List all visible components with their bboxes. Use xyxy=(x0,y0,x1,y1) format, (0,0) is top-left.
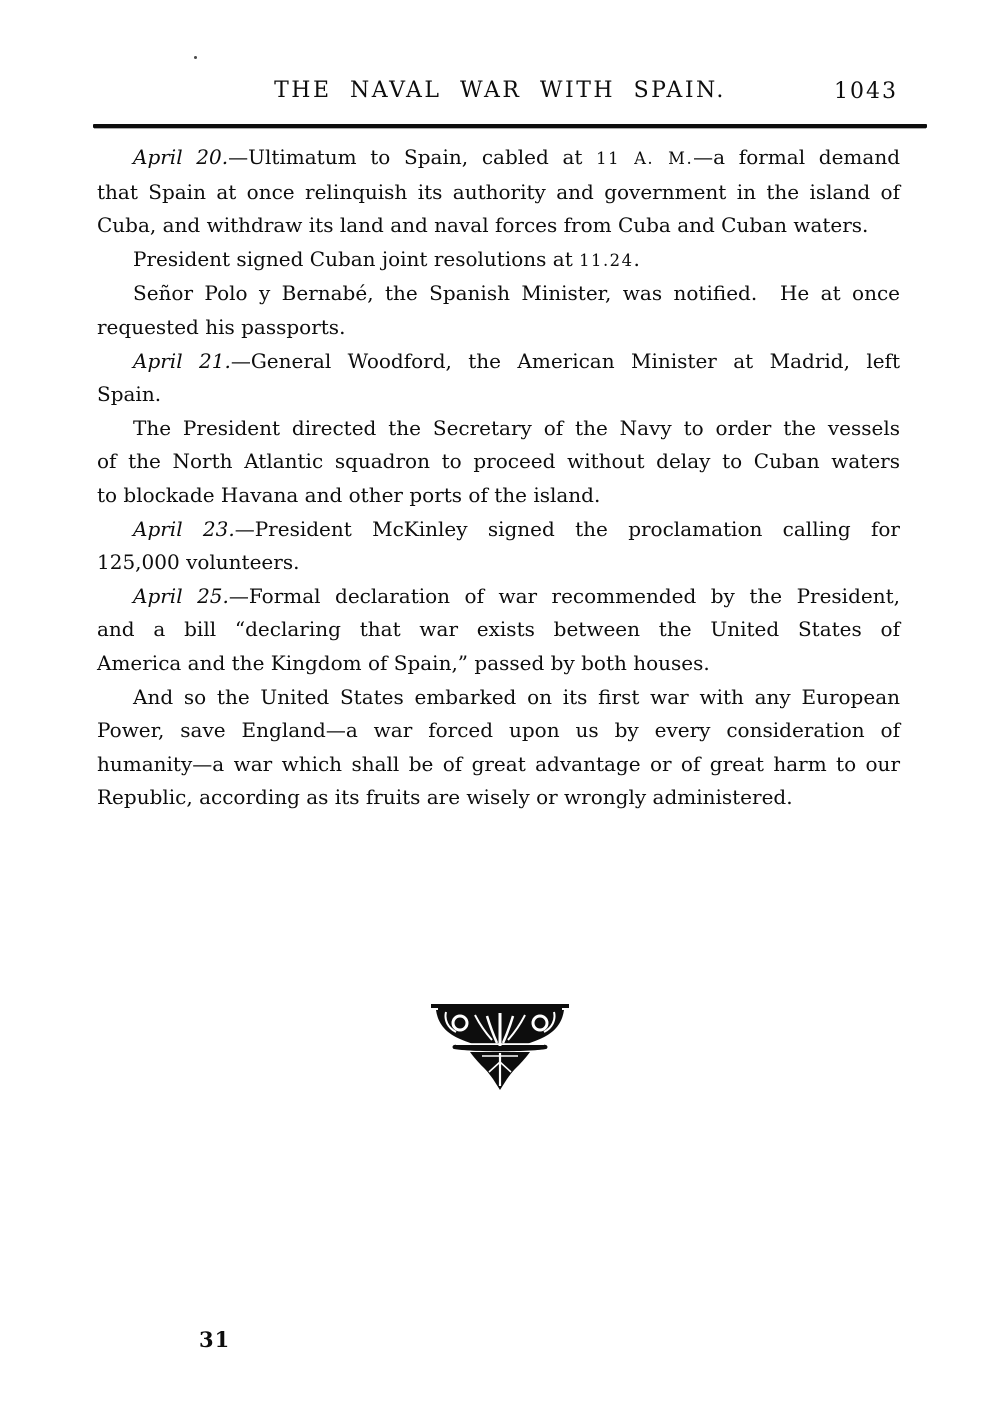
text-segment: requested his passports. xyxy=(97,314,346,339)
text-line xyxy=(97,378,900,412)
text-segment: April 21. xyxy=(133,348,231,373)
text-segment: . xyxy=(633,246,640,271)
text-line xyxy=(97,714,900,748)
text-line xyxy=(97,613,900,647)
text-segment: of the North Atlantic squadron to proceed without delay to Cuban waters xyxy=(97,449,900,474)
text-segment: humanity—a war which shall be of great advantage or of great harm to our xyxy=(97,751,900,776)
text-line xyxy=(97,580,900,614)
text-segment: Power, save England—a war forced upon us by every consideration of xyxy=(97,718,900,743)
text-segment: Cuba, and withdraw its land and naval forces from Cuba and Cuban waters. xyxy=(97,213,869,238)
text-segment: to blockade Havana and other ports of the island. xyxy=(97,482,601,507)
text-segment: Señor Polo y Bernabé, the Spanish Minister, was notified. He at once xyxy=(133,281,900,306)
text-line xyxy=(97,243,900,278)
page-number: 1043 xyxy=(834,79,898,104)
text-line xyxy=(97,546,900,580)
text-line xyxy=(97,748,900,782)
page-header xyxy=(0,78,1000,106)
text-segment: —a formal demand xyxy=(693,145,901,169)
running-header: THE NAVAL WAR WITH SPAIN. xyxy=(274,78,726,103)
scan-speck xyxy=(194,56,197,59)
text-segment: 11 A. M. xyxy=(596,149,694,168)
text-segment: And so the United States embarked on its first war with any European xyxy=(133,684,900,709)
text-line xyxy=(97,781,900,815)
text-line xyxy=(97,445,900,479)
text-line xyxy=(97,647,900,681)
text-segment: —Ultimatum to Spain, cabled at xyxy=(228,145,597,169)
text-segment: 11.24 xyxy=(579,250,634,270)
header-rule xyxy=(93,124,927,128)
tailpiece-ornament-icon xyxy=(430,1000,570,1092)
text-line xyxy=(97,513,900,547)
text-segment: Republic, according as its fruits are wisely or wrongly administered. xyxy=(97,785,793,810)
text-segment: April 25. xyxy=(133,583,229,608)
text-line xyxy=(97,311,900,345)
text-line xyxy=(97,479,900,513)
text-segment: and a bill “declaring that war exists between the United States of xyxy=(97,617,900,642)
text-segment: 125,000 volunteers. xyxy=(97,550,300,575)
text-segment: that Spain at once relinquish its authority and government in the island of xyxy=(97,179,900,204)
text-line xyxy=(97,412,900,446)
text-segment: —Formal declaration of war recommended by the President, xyxy=(228,583,900,608)
text-line xyxy=(97,209,900,243)
text-segment: Spain. xyxy=(97,382,162,407)
text-line xyxy=(97,141,900,176)
text-segment: The President directed the Secretary of the Navy to order the vessels xyxy=(133,415,900,440)
text-segment: —General Woodford, the American Minister at Madrid, left xyxy=(230,348,900,373)
body-text xyxy=(97,141,900,815)
text-segment: April 20. xyxy=(133,145,229,169)
text-segment: —President McKinley signed the proclamation calling for xyxy=(234,516,900,541)
text-segment: April 23. xyxy=(133,516,235,541)
signature-mark: 31 xyxy=(199,1327,231,1352)
text-line xyxy=(97,345,900,379)
text-line xyxy=(97,681,900,715)
text-line xyxy=(97,277,900,311)
text-line xyxy=(97,176,900,210)
text-segment: President signed Cuban joint resolutions at xyxy=(133,246,580,271)
text-segment: America and the Kingdom of Spain,” passed by both houses. xyxy=(97,650,710,675)
